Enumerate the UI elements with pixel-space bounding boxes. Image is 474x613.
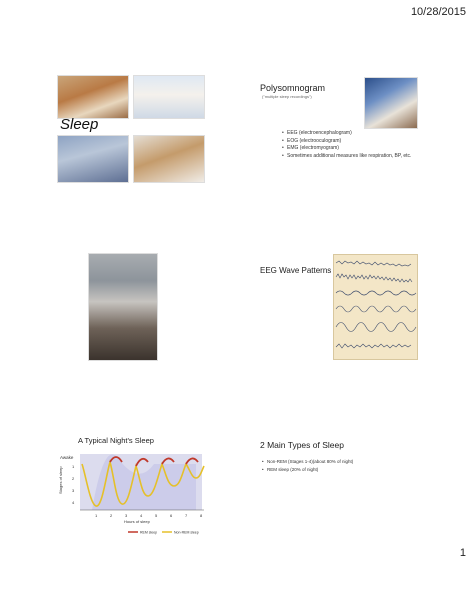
x-tick-label: 4 <box>140 513 143 518</box>
slide2-bullet: • EOG (electrooculogram) <box>282 138 412 144</box>
x-tick-label: 2 <box>110 513 113 518</box>
sleep-lab-photo <box>88 253 158 361</box>
y-tick-label: 2 <box>72 476 75 481</box>
legend-rem-label: REM sleep <box>140 530 158 535</box>
x-tick-label: 1 <box>95 513 98 518</box>
eeg-wave-image <box>333 254 418 360</box>
slide1-title: Sleep <box>60 116 99 133</box>
slide2-bullet-list <box>282 130 412 160</box>
awake-label: Awake <box>60 455 74 460</box>
slide6-bullet-list <box>262 459 402 475</box>
slide2-subtitle: ("multiple sleep recordings") <box>262 94 312 99</box>
page-number: 1 <box>459 547 466 559</box>
x-axis-label: Hours of sleep <box>124 519 150 524</box>
sleeping-cat-photo <box>57 75 129 119</box>
x-tick-label: 8 <box>200 513 203 518</box>
sleep-cycle-chart <box>56 446 206 542</box>
slide2-title: Polysomnogram <box>260 83 326 93</box>
sleeping-baby-photo <box>133 75 205 119</box>
sleep-cycle-svg <box>56 446 206 542</box>
slide4-title: EEG Wave Patterns <box>260 266 332 275</box>
slide6-bullet: • Non-REM (Stages 1-4)(about 80% of night) <box>262 459 402 465</box>
x-tick-label: 6 <box>170 513 173 518</box>
slide2-bullet: • EEG (electroencephalogram) <box>282 130 412 136</box>
slide6-bullet: • REM sleep (20% of night) <box>262 467 402 473</box>
sleeping-boy-photo <box>57 135 129 183</box>
header-date: 10/28/2015 <box>410 6 466 18</box>
slide6-title: 2 Main Types of Sleep <box>260 440 344 450</box>
x-tick-label: 3 <box>125 513 128 518</box>
y-tick-label: 3 <box>72 488 75 493</box>
y-tick-label: 1 <box>72 464 75 469</box>
sleeping-dog-photo <box>133 135 205 183</box>
legend-nonrem-label: Non-REM sleep <box>174 530 199 535</box>
x-tick-label: 5 <box>155 513 158 518</box>
slide2-bullet: • Sometimes additional measures like respiration, BP, etc. <box>282 153 412 159</box>
x-tick-label: 7 <box>185 513 188 518</box>
eeg-wave-drawing <box>334 255 417 359</box>
slide5-title: A Typical Night's Sleep <box>78 436 154 445</box>
y-tick-label: 4 <box>72 500 75 505</box>
polysomnogram-photo <box>364 77 418 129</box>
slide2-bullet: • EMG (electromyogram) <box>282 145 412 151</box>
y-axis-label: Stages of sleep <box>58 466 63 494</box>
